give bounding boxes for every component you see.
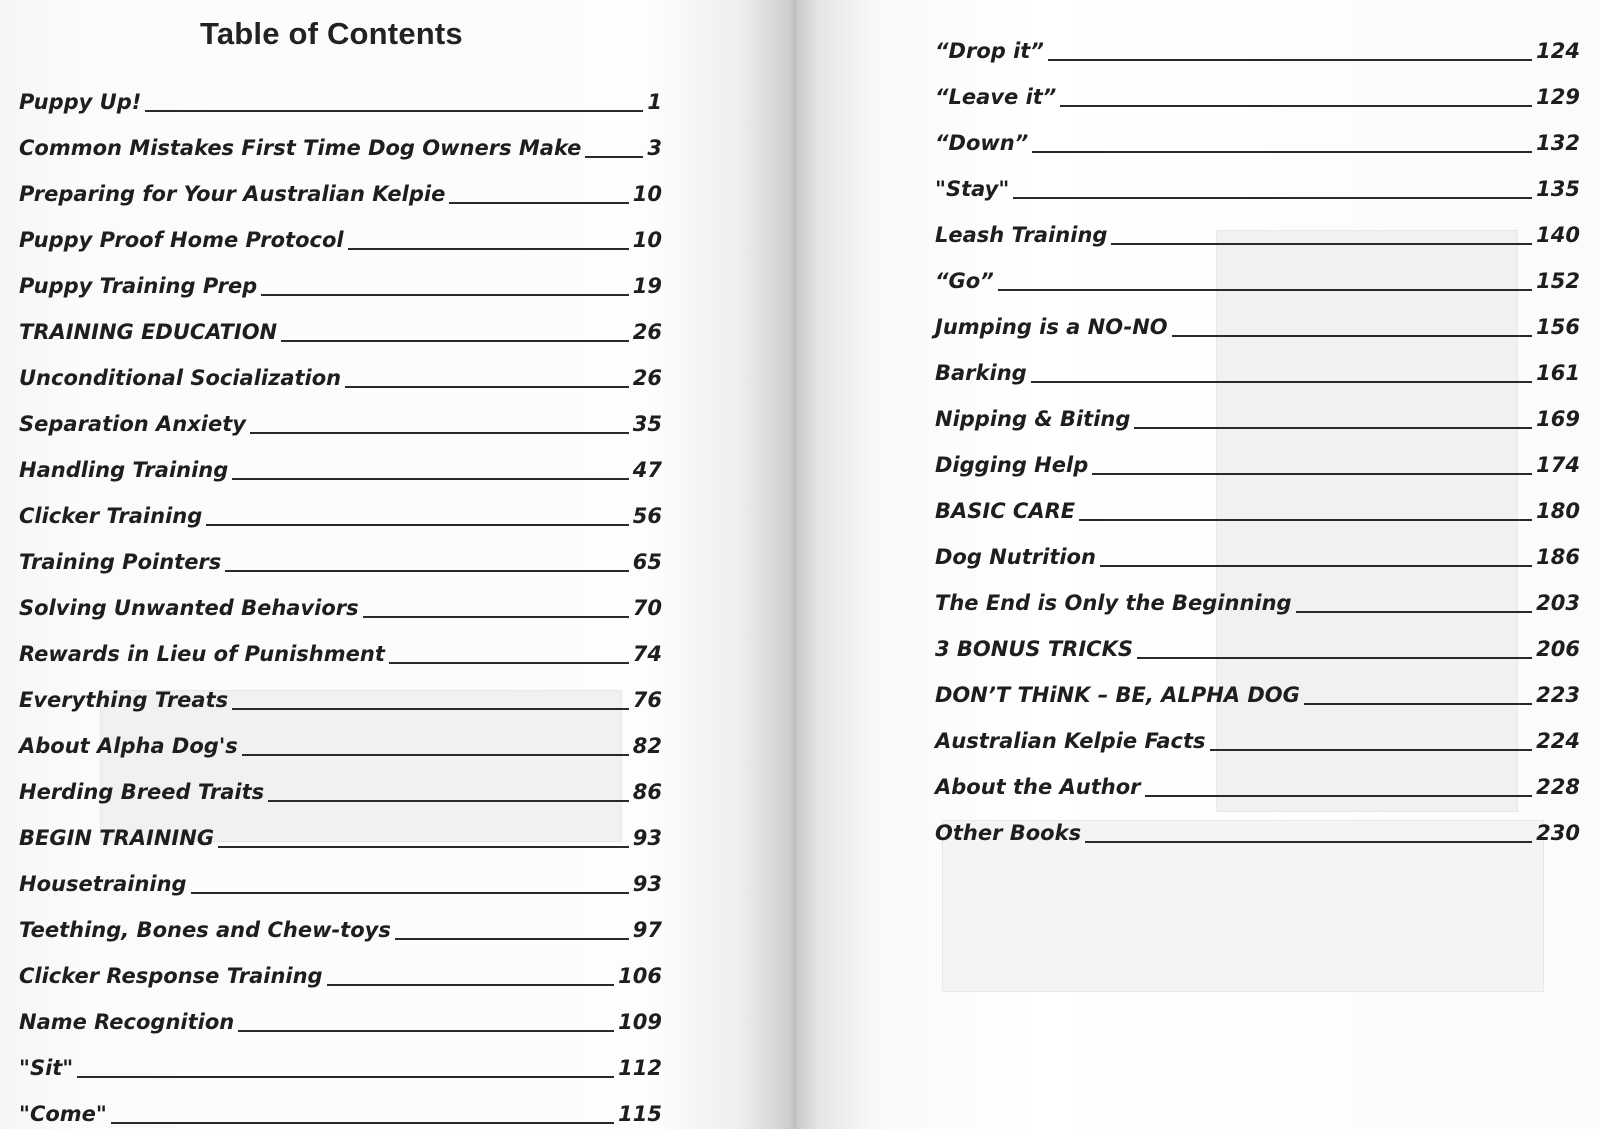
toc-leader-line [206, 524, 629, 526]
toc-entry-label: 3 BONUS TRICKS [935, 637, 1133, 661]
toc-entry-page-number: 161 [1536, 361, 1580, 385]
toc-leader-line [1085, 841, 1532, 843]
toc-entry [19, 574, 662, 620]
toc-entry-label: Rewards in Lieu of Punishment [19, 642, 385, 666]
toc-entry [935, 523, 1580, 569]
toc-entry [935, 569, 1580, 615]
toc-entry-label: Clicker Response Training [19, 964, 323, 988]
toc-entry-page-number: 10 [632, 228, 662, 252]
toc-entry [19, 896, 662, 942]
toc-entry-page-number: 65 [632, 550, 662, 574]
toc-entry-label: "Sit" [19, 1056, 74, 1080]
toc-leader-line [1092, 473, 1532, 475]
toc-entry-page-number: 206 [1536, 637, 1580, 661]
toc-entry [19, 988, 662, 1034]
toc-leader-line [111, 1122, 614, 1124]
toc-entry-label: Jumping is a NO-NO [935, 315, 1168, 339]
toc-entry-label: DON’T THiNK – BE, ALPHA DOG [935, 683, 1300, 707]
toc-leader-line [232, 708, 629, 710]
toc-entry-label: Unconditional Socialization [19, 366, 342, 390]
toc-entry-page-number: 180 [1536, 499, 1580, 523]
toc-entry-page-number: 10 [632, 182, 662, 206]
toc-entry [935, 615, 1580, 661]
toc-leader-line [1172, 335, 1533, 337]
toc-entry [19, 942, 662, 988]
toc-leader-line [250, 432, 629, 434]
toc-entry-page-number: 74 [632, 642, 662, 666]
toc-entry-label: Handling Training [19, 458, 229, 482]
toc-leader-line [1134, 427, 1532, 429]
toc-entry-label: Housetraining [19, 872, 187, 896]
toc-entry-page-number: 230 [1536, 821, 1580, 845]
toc-entry [19, 206, 662, 252]
toc-entry-label: Digging Help [935, 453, 1089, 477]
toc-leader-line [363, 616, 629, 618]
toc-entry-page-number: 115 [618, 1102, 662, 1126]
toc-entry [19, 114, 662, 160]
toc-entry [935, 339, 1580, 385]
toc-entry-label: TRAINING EDUCATION [19, 320, 278, 344]
toc-leader-line [998, 289, 1532, 291]
toc-leader-line [1145, 795, 1533, 797]
toc-entry-page-number: 35 [632, 412, 662, 436]
toc-entry [935, 799, 1580, 845]
toc-entry-label: Dog Nutrition [935, 545, 1096, 569]
toc-entry-page-number: 109 [618, 1010, 662, 1034]
toc-entry-page-number: 203 [1536, 591, 1580, 615]
toc-entry [19, 298, 662, 344]
toc-leader-line [449, 202, 628, 204]
toc-entry-page-number: 76 [632, 688, 662, 712]
toc-entry-page-number: 1 [647, 90, 662, 114]
toc-entry-label: Preparing for Your Australian Kelpie [19, 182, 446, 206]
toc-entry-label: Puppy Training Prep [19, 274, 258, 298]
toc-leader-line [1032, 151, 1532, 153]
toc-leader-line [1210, 749, 1533, 751]
toc-entry-page-number: 132 [1536, 131, 1580, 155]
toc-leader-line [1079, 519, 1532, 521]
toc-entry [19, 666, 662, 712]
toc-entry [935, 707, 1580, 753]
toc-leader-line [242, 754, 629, 756]
toc-entry-page-number: 56 [632, 504, 662, 528]
toc-entry-label: The End is Only the Beginning [935, 591, 1292, 615]
toc-entry-page-number: 124 [1536, 39, 1580, 63]
toc-entry [19, 758, 662, 804]
toc-entry [935, 155, 1580, 201]
toc-entry-page-number: 19 [632, 274, 662, 298]
toc-entry-label: Clicker Training [19, 504, 203, 528]
toc-entry [935, 201, 1580, 247]
left-page [0, 0, 796, 1129]
toc-leader-line [585, 156, 643, 158]
toc-leader-line [345, 386, 629, 388]
toc-entry-page-number: 135 [1536, 177, 1580, 201]
toc-leader-line [348, 248, 629, 250]
toc-list-left [19, 68, 662, 1126]
toc-entry-label: Leash Training [935, 223, 1108, 247]
toc-list-right [935, 17, 1580, 845]
toc-entry-label: Name Recognition [19, 1010, 235, 1034]
toc-entry-label: Common Mistakes First Time Dog Owners Make [19, 136, 582, 160]
toc-entry-page-number: 3 [647, 136, 662, 160]
toc-entry [935, 431, 1580, 477]
toc-entry [19, 68, 662, 114]
toc-leader-line [238, 1030, 614, 1032]
toc-entry [19, 1034, 662, 1080]
toc-leader-line [232, 478, 628, 480]
toc-entry [19, 390, 662, 436]
toc-entry [19, 344, 662, 390]
toc-leader-line [1031, 381, 1532, 383]
toc-leader-line [1100, 565, 1532, 567]
toc-entry [19, 528, 662, 574]
toc-leader-line [1137, 657, 1532, 659]
toc-entry-label: "Stay" [935, 177, 1010, 201]
toc-entry-page-number: 97 [632, 918, 662, 942]
toc-leader-line [218, 846, 629, 848]
toc-entry-page-number: 86 [632, 780, 662, 804]
toc-entry-label: Teething, Bones and Chew-toys [19, 918, 391, 942]
toc-entry-label: BEGIN TRAINING [19, 826, 215, 850]
toc-entry-label: About the Author [935, 775, 1141, 799]
toc-leader-line [1060, 105, 1532, 107]
toc-entry-label: “Drop it” [935, 39, 1044, 63]
toc-entry-label: Training Pointers [19, 550, 222, 574]
toc-entry-label: Everything Treats [19, 688, 229, 712]
toc-entry-page-number: 93 [632, 872, 662, 896]
toc-entry [19, 712, 662, 758]
toc-entry-label: Nipping & Biting [935, 407, 1131, 431]
toc-entry [19, 850, 662, 896]
toc-entry [935, 293, 1580, 339]
toc-entry-label: Puppy Up! [19, 90, 142, 114]
toc-entry [935, 109, 1580, 155]
toc-entry-page-number: 47 [632, 458, 662, 482]
toc-leader-line [268, 800, 629, 802]
toc-entry-label: “Go” [935, 269, 994, 293]
toc-entry-label: Separation Anxiety [19, 412, 246, 436]
toc-entry [19, 160, 662, 206]
toc-entry [19, 436, 662, 482]
toc-entry [19, 1080, 662, 1126]
toc-leader-line [281, 340, 629, 342]
toc-entry-label: BASIC CARE [935, 499, 1076, 523]
toc-leader-line [1048, 59, 1532, 61]
toc-leader-line [1304, 703, 1532, 705]
toc-entry-label: Other Books [935, 821, 1082, 845]
toc-entry-page-number: 26 [632, 366, 662, 390]
toc-leader-line [225, 570, 628, 572]
toc-entry [935, 247, 1580, 293]
toc-entry-label: Puppy Proof Home Protocol [19, 228, 344, 252]
toc-entry-label: Australian Kelpie Facts [935, 729, 1206, 753]
toc-leader-line [327, 984, 615, 986]
toc-leader-line [1296, 611, 1533, 613]
toc-entry-page-number: 169 [1536, 407, 1580, 431]
toc-entry [19, 252, 662, 298]
toc-entry-label: “Leave it” [935, 85, 1057, 109]
toc-entry-page-number: 93 [632, 826, 662, 850]
toc-entry [935, 17, 1580, 63]
toc-entry-page-number: 224 [1536, 729, 1580, 753]
toc-entry-page-number: 140 [1536, 223, 1580, 247]
toc-entry-page-number: 223 [1536, 683, 1580, 707]
toc-leader-line [261, 294, 629, 296]
toc-entry-page-number: 174 [1536, 453, 1580, 477]
toc-entry [935, 385, 1580, 431]
toc-entry-page-number: 82 [632, 734, 662, 758]
toc-entry [935, 477, 1580, 523]
toc-entry-label: "Come" [19, 1102, 107, 1126]
toc-entry [19, 482, 662, 528]
toc-leader-line [145, 110, 643, 112]
toc-entry [935, 661, 1580, 707]
toc-entry-page-number: 129 [1536, 85, 1580, 109]
toc-entry [935, 753, 1580, 799]
toc-entry-page-number: 106 [618, 964, 662, 988]
toc-entry-page-number: 70 [632, 596, 662, 620]
toc-entry-page-number: 26 [632, 320, 662, 344]
toc-leader-line [389, 662, 629, 664]
toc-entry-page-number: 112 [618, 1056, 662, 1080]
toc-entry-page-number: 228 [1536, 775, 1580, 799]
toc-leader-line [77, 1076, 614, 1078]
toc-entry-label: Herding Breed Traits [19, 780, 265, 804]
toc-entry-page-number: 152 [1536, 269, 1580, 293]
toc-entry-label: Solving Unwanted Behaviors [19, 596, 359, 620]
right-page [796, 0, 1600, 1129]
toc-leader-line [1111, 243, 1532, 245]
toc-entry [19, 620, 662, 666]
bleed-through-box [942, 820, 1544, 992]
toc-entry-label: “Down” [935, 131, 1029, 155]
toc-entry [19, 804, 662, 850]
toc-entry [935, 63, 1580, 109]
toc-entry-page-number: 156 [1536, 315, 1580, 339]
toc-entry-page-number: 186 [1536, 545, 1580, 569]
toc-leader-line [395, 938, 629, 940]
toc-leader-line [191, 892, 629, 894]
toc-entry-label: About Alpha Dog's [19, 734, 238, 758]
toc-title: Table of Contents [200, 16, 463, 51]
toc-leader-line [1013, 197, 1532, 199]
toc-entry-label: Barking [935, 361, 1027, 385]
